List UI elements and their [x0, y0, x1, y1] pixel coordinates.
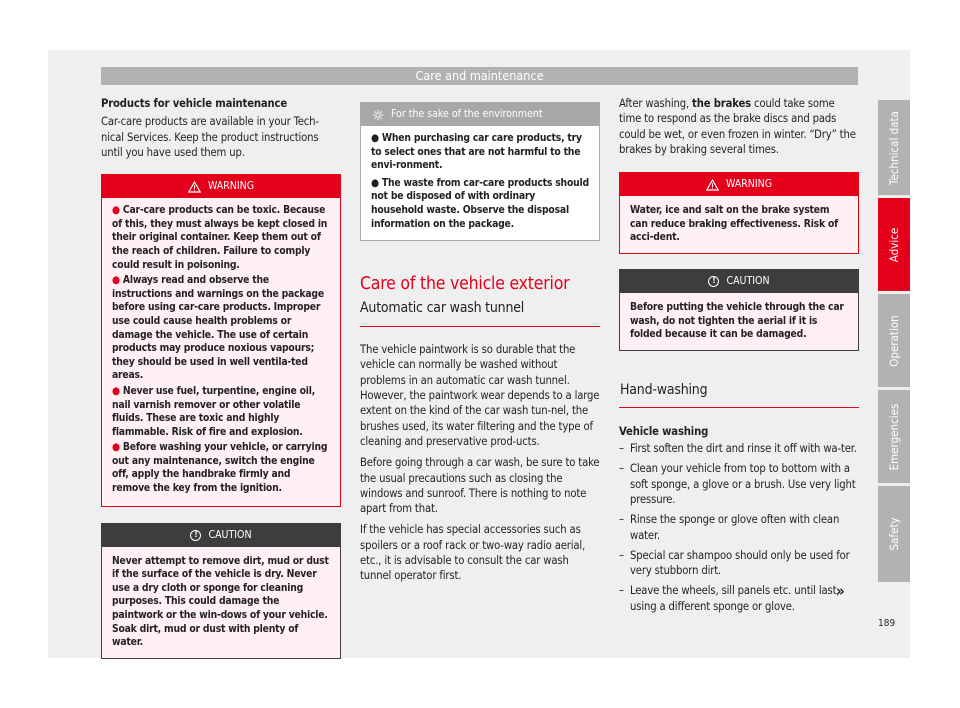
- warning-item: ● Never use fuel, turpentine, engine oil, nail varnish remover or other volatile fluids. These are toxic and highly flammable. Risk of fire and explosion.: [112, 384, 316, 438]
- warning-triangle-icon: [706, 179, 719, 191]
- warning-item: ● Car-care products can be toxic. Because of this, they must always be kept closed in their original container. Keep them out of the reach of children. Failure to comply could result in poisoning.: [112, 204, 328, 271]
- warning-box-brakes: [619, 172, 859, 254]
- list-item: – First soften the dirt and rinse it off with wa-ter.: [619, 442, 857, 456]
- environment-header: [361, 103, 599, 126]
- paragraph: If the vehicle has special accessories such as spoilers or a roof rack or two-way radio aerial, etc., it is advisable to consult the car wash tunnel operator first.: [360, 523, 586, 583]
- caution-box-aerial: [619, 269, 859, 351]
- caution-text: Never attempt to remove dirt, mud or dust if the surface of the vehicle is dry. Never use a dry cloth or sponge for cleaning purposes. This could damage the paintwork or the win-dows of your vehicle. Soak dirt, mud or dust with plenty of water.: [112, 554, 329, 649]
- environment-title: For the sake of the environment: [391, 108, 543, 120]
- list-item: – Clean your vehicle from top to bottom with a soft sponge, a glove or a brush. Use very light pressure.: [619, 462, 856, 506]
- tab-emergencies[interactable]: Emergencies: [878, 390, 910, 483]
- hand-washing-title: Hand-washing: [619, 382, 859, 408]
- warning-text: Water, ice and salt on the brake system can reduce braking effectiveness. Risk of acci-dent.: [630, 204, 838, 244]
- page-header: Care and maintenance: [101, 67, 858, 85]
- warning-box-products: [101, 174, 341, 506]
- column-right: [619, 96, 859, 619]
- tab-operation[interactable]: Operation: [878, 294, 910, 387]
- list-item: – Rinse the sponge or glove often with clean water.: [619, 513, 840, 542]
- environment-item: ● The waste from car-care products should not be disposed of with ordinary household waste. Observe the disposal information on the package.: [371, 176, 589, 230]
- vehicle-washing-heading: Vehicle washing: [619, 424, 709, 438]
- warning-item: ● Always read and observe the instructions and warnings on the package before using car-care products. Improper use could cause health problems or damage the vehicle. The use of certain products may produce noxious vapours; they should be used in well ventila-ted areas.: [112, 274, 324, 382]
- paragraph: The vehicle paintwork is so durable that the vehicle can normally be washed without problems in an automatic car wash tunnel. However, the paintwork wear depends to a large extent on the kind of the car wash tun-nel, the brushes used, its water filtering and the type of cleaning and preservative prod-ucts.: [360, 343, 600, 448]
- paragraph: Before going through a car wash, be sure to take the usual precautions such as closing the windows and sunroof. There is nothing to note apart from that.: [360, 456, 600, 516]
- caution-header: [102, 524, 340, 547]
- page-number: 189: [878, 618, 896, 629]
- column-left: [101, 96, 341, 659]
- warning-item: ● Before washing your vehicle, or carrying out any maintenance, switch the engine off, apply the handbrake firmly and remove the key from the ignition.: [112, 441, 328, 495]
- products-intro: Car-care products are available in your Tech-nical Services. Keep the product instructions until you have used them up.: [101, 115, 319, 159]
- warning-header: [102, 175, 340, 198]
- column-middle: [360, 96, 600, 590]
- products-heading: Products for vehicle maintenance: [101, 97, 288, 110]
- environment-item: ● When purchasing car care products, try to select ones that are not harmful to the envi-ronment.: [371, 132, 582, 172]
- caution-box-products: [101, 523, 341, 659]
- tab-advice[interactable]: Advice: [878, 198, 910, 291]
- list-item: – Leave the wheels, sill panels etc. until last, using a different sponge or glove.: [619, 584, 840, 613]
- caution-title: CAUTION: [208, 528, 252, 541]
- environment-box: [360, 102, 600, 241]
- caution-title: CAUTION: [726, 274, 770, 287]
- caution-text: Before putting the vehicle through the car wash, do not tighten the aerial if it is folded because it can be damaged.: [630, 300, 844, 341]
- environment-leaf-icon: [372, 109, 384, 121]
- warning-triangle-icon: [188, 181, 201, 193]
- warning-title: WARNING: [725, 178, 773, 191]
- caution-circle-icon: !: [708, 276, 719, 287]
- continue-arrow-icon: »: [836, 582, 845, 600]
- warning-title: WARNING: [207, 180, 255, 193]
- caution-header: [620, 270, 858, 293]
- caution-circle-icon: !: [190, 530, 201, 541]
- washing-steps-list: [619, 441, 859, 614]
- section-subtitle: Automatic car wash tunnel: [360, 300, 600, 327]
- list-item: – Special car shampoo should only be used for very stubborn dirt.: [619, 548, 850, 578]
- section-title: Care of the vehicle exterior: [360, 274, 570, 295]
- tab-technical-data[interactable]: Technical data: [878, 100, 910, 195]
- tab-safety[interactable]: Safety: [878, 486, 910, 582]
- brakes-intro: After washing, the brakes could take some time to respond as the brake discs and pads could be wet, or even frozen in winter. “Dry” the brakes by braking several times.: [619, 97, 856, 156]
- warning-header: [620, 173, 858, 196]
